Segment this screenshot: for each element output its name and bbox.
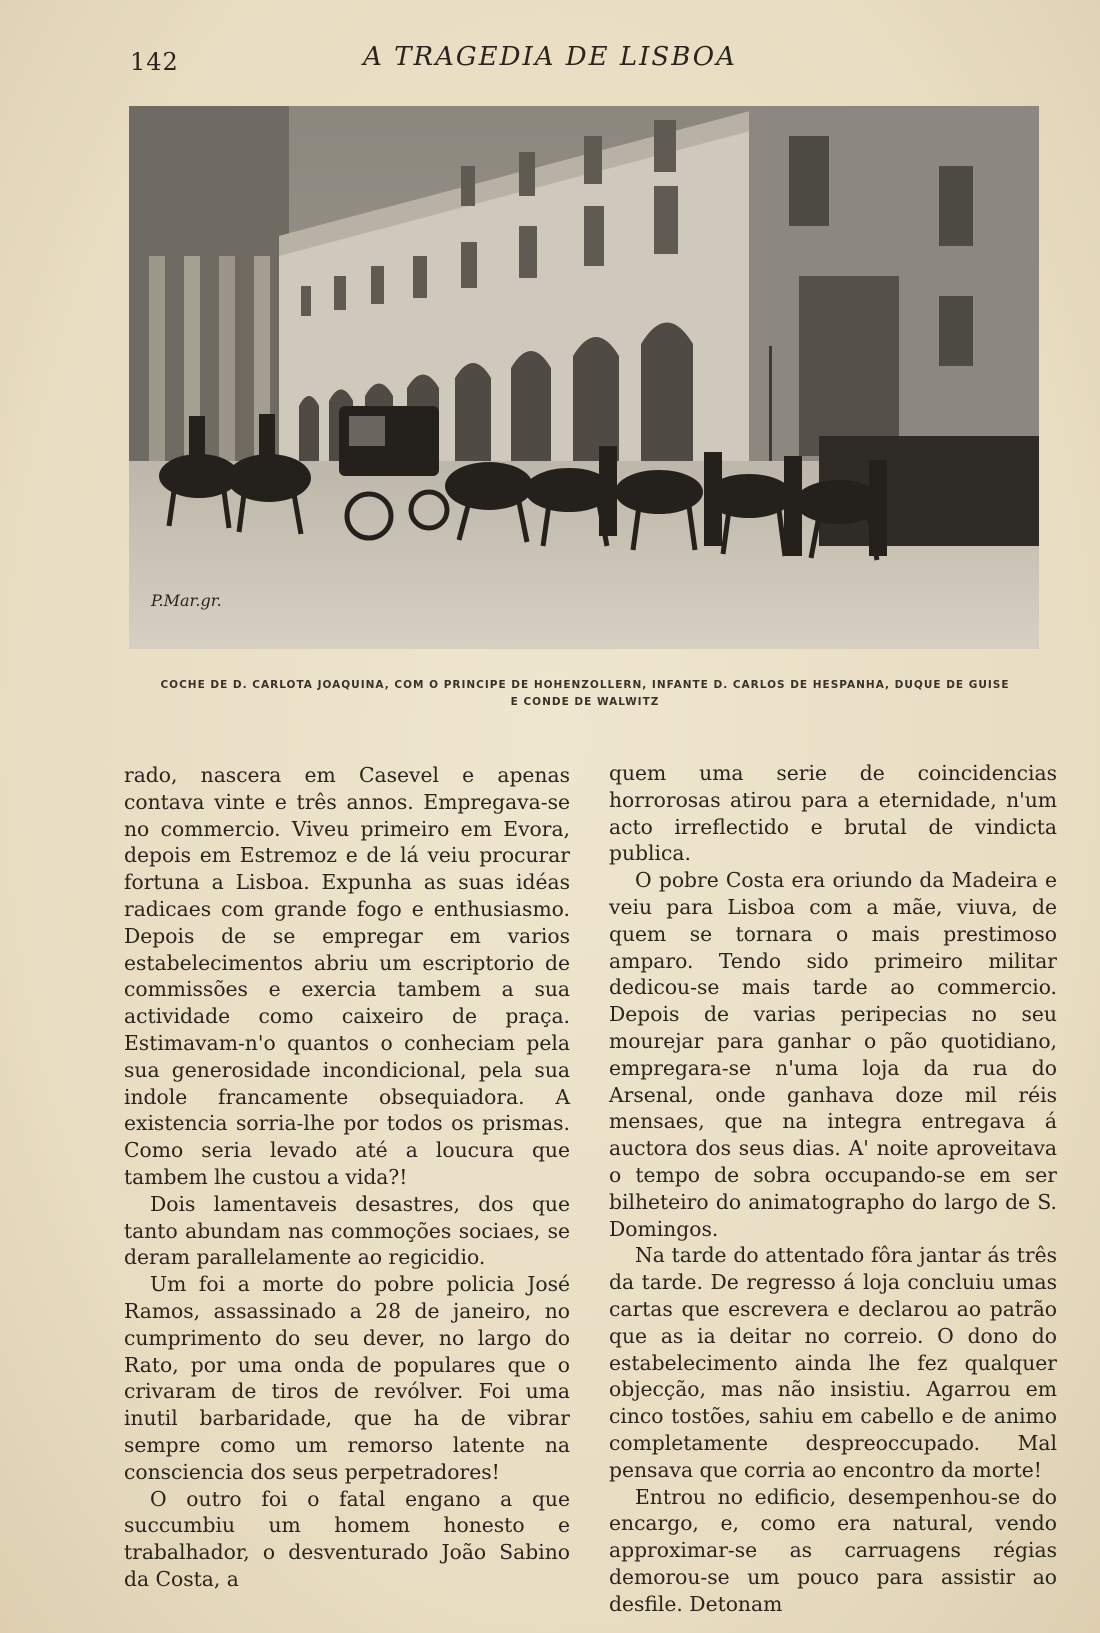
paragraph: Um foi a morte do pobre policia José Ramos, assassinado a 28 de janeiro, no cumprimento do seu dever, no largo do Rato, por uma onda de populares que o crivaram de tiros de revólver. Foi uma inutil barbaridade, que ha de vibrar sempre como um remorso latente na consciencia dos seus perpetradores! <box>124 1272 570 1484</box>
caption-line-2: E CONDE DE WALWITZ <box>510 696 660 708</box>
paragraph: Na tarde do attentado fôra jantar ás três da tarde. De regresso á loja concluiu umas cartas que escrevera e declarou ao patrão que as ia deitar no correio. O dono do estabelecimento ainda lhe fez qualquer objecção, mas não insistiu. Agarrou em cinco tostões, sahiu em cabello e de animo completamente despreoccupado. Mal pensava que corria ao encontro da morte! <box>609 1243 1057 1482</box>
paragraph: O pobre Costa era oriundo da Madeira e veiu para Lisboa com a mãe, viuva, de quem se tornara o mais prestimoso amparo. Tendo sido primeiro militar dedicou-se mais tarde ao commercio. Depois de varias peripecias no seu mourejar para ganhar o pão quotidiano, empregara-se n'uma loja da rua do Arsenal, onde ganhava doze mil réis mensaes, que na integra entregava á auctora dos seus dias. A' noite aproveitava o tempo de sobra occupando-se em ser bilheteiro do animatographo do largo de S. Domingos. <box>609 868 1057 1241</box>
engraver-signature: P.Mar.gr. <box>151 591 222 610</box>
procession-photograph <box>129 106 1039 649</box>
left-column <box>124 762 570 1593</box>
paragraph: Entrou no edificio, desempenhou-se do encargo, e, como era natural, vendo approximar-se as carruagens régias demorou-se um pouco para assistir ao desfile. Detonam <box>609 1484 1057 1616</box>
right-column <box>609 760 1057 1618</box>
paragraph: Dois lamentaveis desastres, dos que tanto abundam nas commoções sociaes, se deram parallelamente ao regicidio. <box>124 1191 570 1270</box>
paragraph: O outro foi o fatal engano a que succumbiu um homem honesto e trabalhador, o desventurado João Sabino da Costa, a <box>124 1486 570 1591</box>
photo-caption <box>130 677 1040 711</box>
page-number: 142 <box>130 48 179 76</box>
caption-line-1: COCHE DE D. CARLOTA JOAQUINA, COM O PRINCIPE DE HOHENZOLLERN, INFANTE D. CARLOS DE HESPANHA, DUQUE DE GUISE <box>160 679 1010 691</box>
paragraph: rado, nascera em Casevel e apenas contava vinte e três annos. Empregava-se no commercio. Viveu primeiro em Evora, depois em Estremoz e de lá veiu procurar fortuna a Lisboa. Expunha as suas idéas radicaes com grande fogo e enthusiasmo. Depois de se empregar em varios estabelecimentos abriu um escriptorio de commissões e exercia tambem a sua actividade como caixeiro de praça. Estimavam-n'o quantos o conheciam pela sua generosidade incondicional, pela sua indole francamente obsequiadora. A existencia sorria-lhe por todos os prismas. Como seria levado até a loucura que tambem lhe custou a vida?! <box>124 763 570 1189</box>
running-title: A TRAGEDIA DE LISBOA <box>363 42 737 72</box>
paragraph: quem uma serie de coincidencias horrorosas atirou para a eternidade, n'um acto irreflectido e brutal de vindicta publica. <box>609 761 1057 866</box>
